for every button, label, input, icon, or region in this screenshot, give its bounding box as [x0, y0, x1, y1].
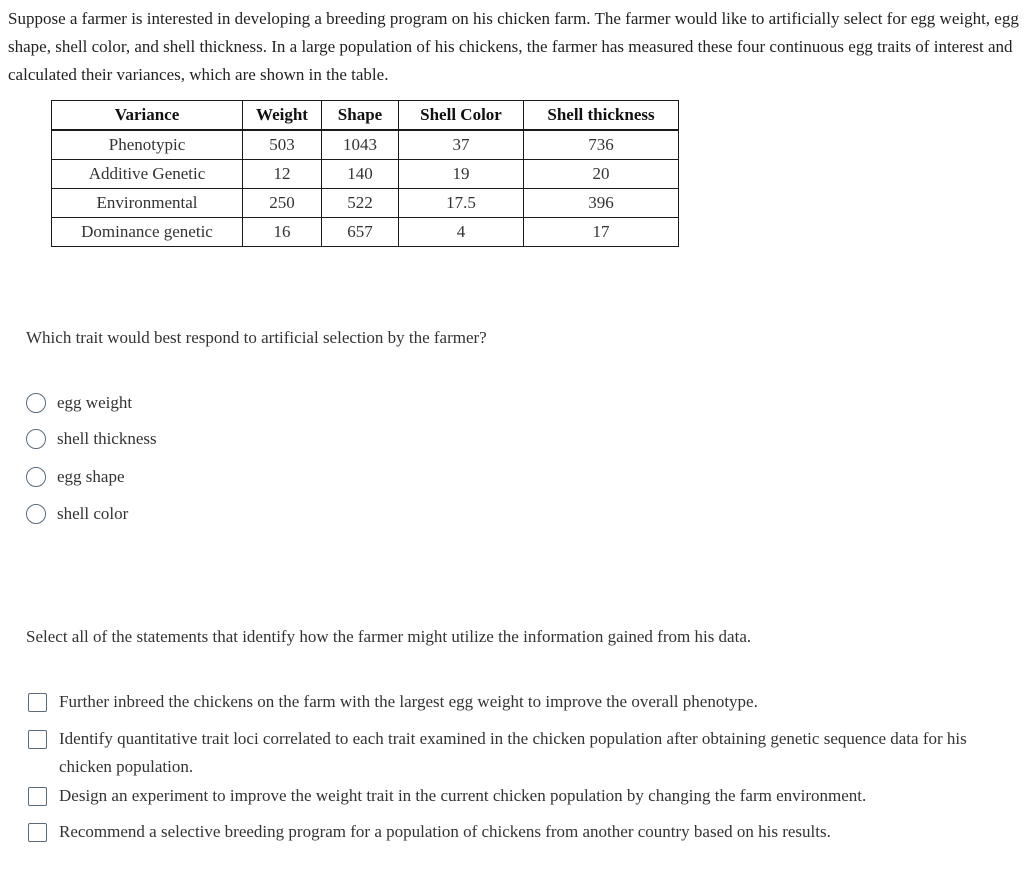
- checkbox[interactable]: [28, 730, 47, 749]
- table-cell: 396: [524, 189, 679, 218]
- table-cell: 736: [524, 130, 679, 160]
- table-cell: 37: [399, 130, 524, 160]
- table-row: [52, 218, 679, 247]
- table-row: [52, 130, 679, 160]
- table-header-row: [52, 101, 679, 131]
- header-weight: Weight: [243, 101, 322, 131]
- checkbox-option-label: Identify quantitative trait loci correlated to each trait examined in the chicken population after obtaining genetic sequence data for his chicken population.: [59, 729, 967, 776]
- radio-option-label: shell color: [57, 504, 129, 523]
- radio-option-shell-color[interactable]: [26, 504, 128, 524]
- table-cell: 19: [399, 160, 524, 189]
- radio-option-label: shell thickness: [57, 429, 157, 448]
- radio-button[interactable]: [26, 504, 46, 524]
- checkbox-option-environment[interactable]: [28, 782, 1008, 810]
- checkbox-option-recommend[interactable]: [28, 818, 1008, 846]
- table-row: [52, 160, 679, 189]
- table-cell: 12: [243, 160, 322, 189]
- radio-button[interactable]: [26, 467, 46, 487]
- header-shell-color: Shell Color: [399, 101, 524, 131]
- table-cell: 1043: [322, 130, 399, 160]
- checkbox-option-qtl[interactable]: [28, 725, 1008, 781]
- header-shape: Shape: [322, 101, 399, 131]
- table-cell: Additive Genetic: [52, 160, 243, 189]
- table-row: [52, 189, 679, 218]
- radio-option-label: egg weight: [57, 393, 133, 412]
- header-shell-thickness: Shell thickness: [524, 101, 679, 131]
- radio-button[interactable]: [26, 429, 46, 449]
- question-1-prompt: Which trait would best respond to artificial selection by the farmer?: [26, 328, 487, 347]
- table-cell: 250: [243, 189, 322, 218]
- radio-option-egg-shape[interactable]: [26, 467, 125, 487]
- table-cell: Dominance genetic: [52, 218, 243, 247]
- checkbox-option-label: Further inbreed the chickens on the farm with the largest egg weight to improve the overall phenotype.: [59, 692, 758, 711]
- checkbox[interactable]: [28, 693, 47, 712]
- table-cell: 657: [322, 218, 399, 247]
- radio-button[interactable]: [26, 393, 46, 413]
- table-cell: 140: [322, 160, 399, 189]
- checkbox[interactable]: [28, 823, 47, 842]
- table-cell: Environmental: [52, 189, 243, 218]
- radio-option-label: egg shape: [57, 467, 125, 486]
- radio-option-shell-thickness[interactable]: [26, 429, 157, 449]
- variance-table: [51, 100, 679, 247]
- header-variance: Variance: [52, 101, 243, 131]
- radio-option-egg-weight[interactable]: [26, 393, 132, 413]
- question-2-prompt: Select all of the statements that identify how the farmer might utilize the information gained from his data.: [26, 627, 752, 646]
- table-cell: 16: [243, 218, 322, 247]
- checkbox-option-label: Design an experiment to improve the weight trait in the current chicken population by changing the farm environment.: [59, 786, 867, 805]
- table-cell: 503: [243, 130, 322, 160]
- table-cell: 4: [399, 218, 524, 247]
- checkbox-option-inbreed[interactable]: [28, 688, 1008, 716]
- table-cell: 20: [524, 160, 679, 189]
- table-cell: 17.5: [399, 189, 524, 218]
- table-cell: 17: [524, 218, 679, 247]
- intro-paragraph: Suppose a farmer is interested in developing a breeding program on his chicken farm. The farmer would like to artificially select for egg weight, egg shape, shell color, and shell thickness. In a large population of his chickens, the farmer has measured these four continuous egg traits of interest and calculated their variances, which are shown in the table.: [8, 9, 1019, 84]
- checkbox[interactable]: [28, 787, 47, 806]
- table-cell: 522: [322, 189, 399, 218]
- table-cell: Phenotypic: [52, 130, 243, 160]
- checkbox-option-label: Recommend a selective breeding program for a population of chickens from another country based on his results.: [59, 822, 831, 841]
